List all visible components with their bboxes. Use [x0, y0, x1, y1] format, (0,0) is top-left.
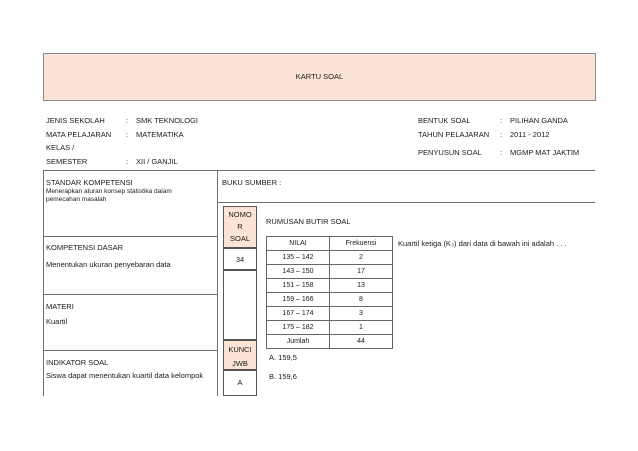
value-semester: XII / GANJIL [136, 157, 178, 166]
label-bentuk-soal: BENTUK SOAL [418, 116, 471, 125]
sep-bentuk-soal: : [500, 116, 503, 125]
card-title: KARTU SOAL [295, 72, 344, 81]
kunci-value: A [237, 378, 243, 387]
table-cell-frekuensi: 8 [330, 293, 393, 307]
nomor-soal-box [223, 248, 257, 270]
table-cell-nilai: 151 – 158 [267, 279, 330, 293]
label-mata-pelajaran: MATA PELAJARAN [46, 130, 112, 139]
table-cell-nilai: 159 – 166 [267, 293, 330, 307]
nomor-line3: SOAL [229, 234, 250, 243]
sk-text-line1: Menerapkan aturan konsep statistika dalam [46, 188, 172, 195]
table-row [267, 265, 393, 279]
table-cell-jumlah-label: Jumlah [267, 335, 330, 349]
frequency-table [266, 236, 393, 349]
divider-materi [43, 294, 218, 295]
nomor-soal-value: 34 [235, 255, 245, 264]
table-cell-frekuensi: 17 [330, 265, 393, 279]
nomor-line2: R [237, 222, 243, 231]
question-text: Kuartil ketiga (K₃) dari data di bawah ini adalah . . . [398, 239, 567, 248]
table-cell-nilai: 143 – 150 [267, 265, 330, 279]
label-penyusun-soal: PENYUSUN SOAL [418, 148, 482, 157]
table-total-row [267, 335, 393, 349]
label-jenis-sekolah: JENIS SEKOLAH [46, 116, 105, 125]
nomor-soal-header [223, 206, 257, 248]
value-tahun-pelajaran: 2011 - 2012 [510, 130, 550, 139]
kd-text: Menentukan ukuran penyebaran data [46, 260, 171, 269]
kunci-line2: JWB [232, 359, 248, 368]
option-a: A. 159,5 [269, 353, 297, 362]
table-row [267, 293, 393, 307]
materi-text: Kuartil [46, 317, 68, 326]
label-tahun-pelajaran: TAHUN PELAJARAN [418, 130, 490, 139]
table-cell-frekuensi: 3 [330, 307, 393, 321]
option-b: B. 159,6 [269, 372, 297, 381]
column-divider [217, 170, 218, 396]
sep-penyusun-soal: : [500, 148, 503, 157]
sep-tahun-pelajaran: : [500, 130, 503, 139]
divider-buku-sumber [217, 202, 595, 203]
table-header-nilai: NILAI [267, 237, 330, 251]
table-cell-nilai: 175 – 182 [267, 321, 330, 335]
table-cell-frekuensi: 1 [330, 321, 393, 335]
indikator-title: INDIKATOR SOAL [46, 358, 109, 367]
indikator-text: Siswa dapat menentukan kuartil data kelompok [46, 371, 204, 380]
kunci-line1: KUNCI [228, 345, 252, 354]
table-cell-frekuensi: 13 [330, 279, 393, 293]
table-cell-nilai: 167 – 174 [267, 307, 330, 321]
sk-text-line2: pemecahan masalah [46, 196, 107, 203]
value-bentuk-soal: PILIHAN GANDA [510, 116, 568, 125]
table-row [267, 321, 393, 335]
sep-mata-pelajaran: : [126, 130, 129, 139]
nomor-soal-empty [223, 270, 257, 340]
kd-title: KOMPETENSI DASAR [46, 243, 124, 252]
divider-indikator [43, 350, 218, 351]
divider-info [43, 170, 595, 171]
card-header [43, 53, 596, 101]
left-border [43, 170, 44, 396]
value-mata-pelajaran: MATEMATIKA [136, 130, 184, 139]
sk-title: STANDAR KOMPETENSI [46, 178, 133, 187]
buku-sumber: BUKU SUMBER : [222, 178, 282, 187]
table-row [267, 251, 393, 265]
rumusan-title: RUMUSAN BUTIR SOAL [266, 217, 351, 226]
value-penyusun-soal: MGMP MAT JAKTIM [510, 148, 580, 157]
label-kelas: KELAS / [46, 143, 75, 152]
table-cell-nilai: 135 – 142 [267, 251, 330, 265]
table-cell-frekuensi: 2 [330, 251, 393, 265]
table-row [267, 279, 393, 293]
kunci-header [223, 340, 257, 370]
sep-semester: : [126, 157, 129, 166]
materi-title: MATERI [46, 302, 74, 311]
table-cell-jumlah-value: 44 [330, 335, 393, 349]
table-header-row [267, 237, 393, 251]
table-header-frekuensi: Frekuensi [330, 237, 393, 251]
table-row [267, 307, 393, 321]
kunci-box [223, 370, 257, 396]
sep-jenis-sekolah: : [126, 116, 129, 125]
divider-kd [43, 236, 218, 237]
value-jenis-sekolah: SMK TEKNOLOGI [136, 116, 198, 125]
label-semester: SEMESTER [46, 157, 88, 166]
nomor-line1: NOMO [228, 210, 252, 219]
